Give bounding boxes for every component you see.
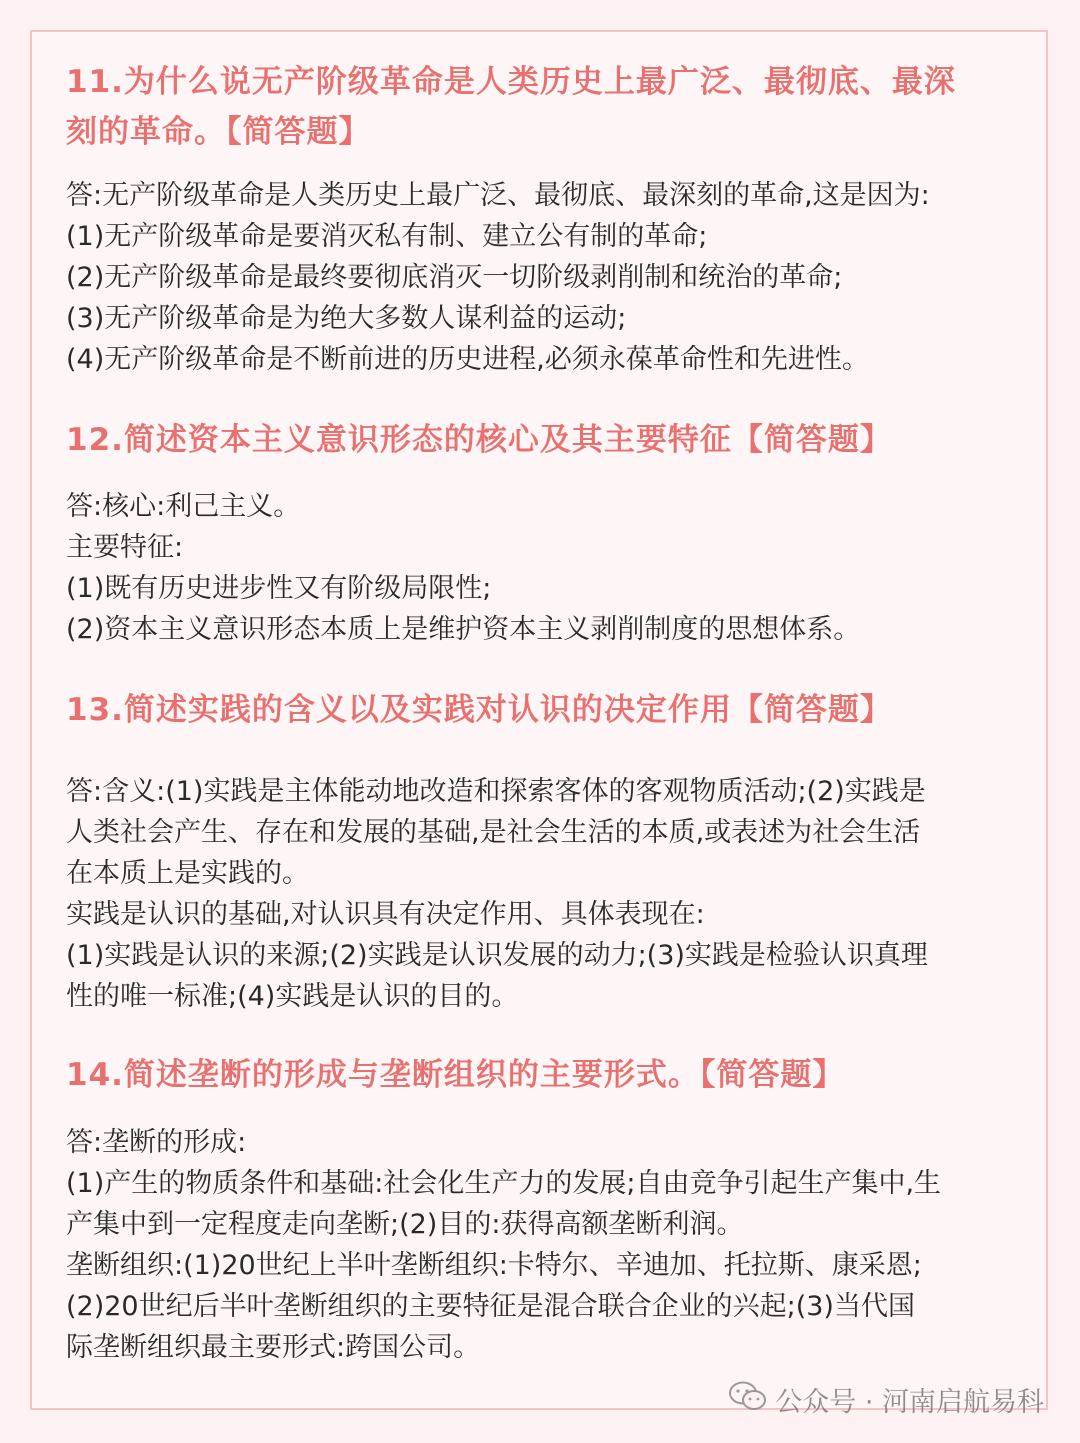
answer-line: 实践是认识的基础,对认识具有决定作用、具体表现在: xyxy=(66,899,705,930)
answer-line: (4)无产阶级革命是不断前进的历史进程,必须永葆革命性和先进性。 xyxy=(66,344,869,375)
answer-line: 主要特征: xyxy=(66,532,184,563)
wechat-icon xyxy=(729,1381,767,1418)
title-line: 12.简述资本主义意识形态的核心及其主要特征【简答题】 xyxy=(66,422,892,458)
question-11 xyxy=(66,57,1026,380)
answer-line: (1)既有历史进步性又有阶级局限性; xyxy=(66,573,492,604)
answer-line: (2)无产阶级革命是最终要彻底消灭一切阶级剥削制和统治的革命; xyxy=(66,262,843,293)
answer-line: 答:垄断的形成: xyxy=(66,1127,247,1158)
answer-line: 性的唯一标准;(4)实践是认识的目的。 xyxy=(66,981,519,1012)
question-13 xyxy=(66,685,1026,1017)
title-line: 刻的革命。【简答题】 xyxy=(66,114,371,150)
answer-line: (1)产生的物质条件和基础:社会化生产力的发展;自由竞争引起生产集中,生 xyxy=(66,1168,942,1199)
answer-line: 答:核心:利己主义。 xyxy=(66,491,301,522)
answer-line: 产集中到一定程度走向垄断;(2)目的:获得高额垄断利润。 xyxy=(66,1209,744,1240)
answer-block xyxy=(66,175,1026,380)
answer-line: 答:含义:(1)实践是主体能动地改造和探索客体的客观物质活动;(2)实践是 xyxy=(66,776,926,807)
answer-line: (1)无产阶级革命是要消灭私有制、建立公有制的革命; xyxy=(66,221,708,252)
question-title xyxy=(66,57,1026,157)
answer-block xyxy=(66,486,1026,650)
answer-line: (1)实践是认识的来源;(2)实践是认识发展的动力;(3)实践是检验认识真理 xyxy=(66,940,928,971)
answer-line: 人类社会产生、存在和发展的基础,是社会生活的本质,或表述为社会生活 xyxy=(66,817,921,848)
answer-line: 答:无产阶级革命是人类历史上最广泛、最彻底、最深刻的革命,这是因为: xyxy=(66,180,930,211)
answer-block xyxy=(66,1122,1026,1368)
title-line: 14.简述垄断的形成与垄断组织的主要形式。【简答题】 xyxy=(66,1057,845,1093)
answer-line: 际垄断组织最主要形式:跨国公司。 xyxy=(66,1332,481,1363)
question-14 xyxy=(66,1050,1026,1368)
answer-line: 垄断组织:(1)20世纪上半叶垄断组织:卡特尔、辛迪加、托拉斯、康采恩; xyxy=(66,1250,922,1281)
question-title xyxy=(66,1050,1026,1100)
question-title xyxy=(66,685,1026,735)
answer-line: (2)20世纪后半叶垄断组织的主要特征是混合联合企业的兴起;(3)当代国 xyxy=(66,1291,915,1322)
answer-line: (3)无产阶级革命是为绝大多数人谋利益的运动; xyxy=(66,303,627,334)
title-line: 11.为什么说无产阶级革命是人类历史上最广泛、最彻底、最深 xyxy=(66,64,956,100)
answer-line: (2)资本主义意识形态本质上是维护资本主义剥削制度的思想体系。 xyxy=(66,614,861,645)
answer-line: 在本质上是实践的。 xyxy=(66,858,309,889)
watermark xyxy=(729,1380,1044,1419)
question-title xyxy=(66,415,1026,465)
answer-block xyxy=(66,771,1026,1017)
question-12 xyxy=(66,415,1026,650)
title-line: 13.简述实践的含义以及实践对认识的决定作用【简答题】 xyxy=(66,692,892,728)
watermark-text: 公众号 · 河南启航易科 xyxy=(775,1387,1044,1418)
